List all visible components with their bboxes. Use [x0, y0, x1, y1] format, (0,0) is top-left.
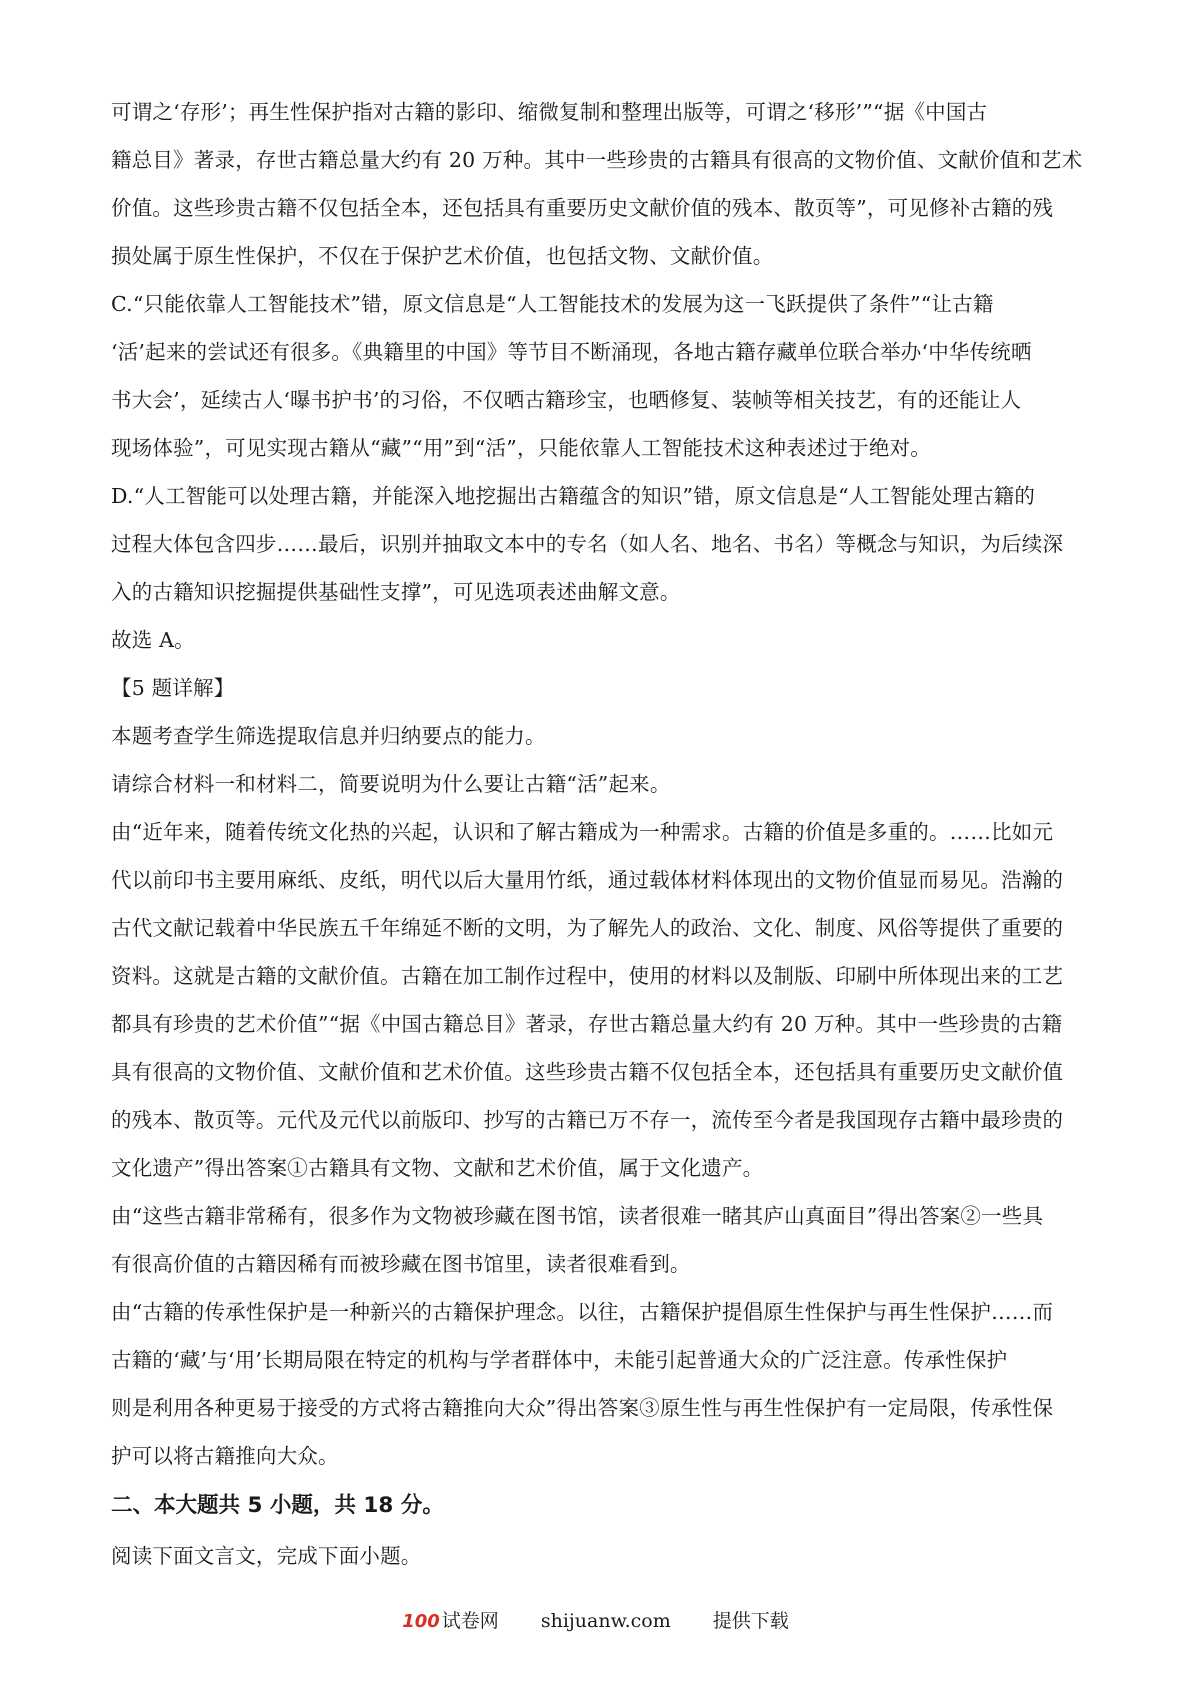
page-footer — [0, 1606, 1191, 1633]
question-text: 请综合材料一和材料二，简要说明为什么要让古籍“活”起来。 — [111, 772, 671, 796]
text-line: 则是利用各种更易于接受的方式将古籍推向大众”得出答案③原生性与再生性保护有一定局限，传承性保 — [111, 1396, 1054, 1420]
text-line: 有很高价值的古籍因稀有而被珍藏在图书馆里，读者很难看到。 — [111, 1252, 691, 1276]
footer-note: 提供下载 — [712, 1610, 789, 1632]
answer-line: 故选 A。 — [111, 628, 195, 652]
question-5-title: 【5 题详解】 — [111, 676, 235, 700]
site-logo-number: 100 — [402, 1611, 440, 1632]
text-line: 古代文献记载着中华民族五千年绵延不断的文明，为了解先人的政治、文化、制度、风俗等提供了重要的 — [111, 916, 1064, 940]
text-line: 本题考查学生筛选提取信息并归纳要点的能力。 — [111, 724, 546, 748]
option-d-line: D.“人工智能可以处理古籍，并能深入地挖掘出古籍蕴含的知识”错，原文信息是“人工智能处理古籍的 — [111, 484, 1036, 508]
document-body — [111, 88, 1083, 1580]
text-line: 籍总目》著录，存世古籍总量大约有 20 万种。其中一些珍贵的古籍具有很高的文物价值、文献价值和艺术 — [111, 148, 1083, 172]
site-logo-text: 试卷网 — [441, 1610, 499, 1632]
text-line: 过程大体包含四步……最后，识别并抽取文本中的专名（如人名、地名、书名）等概念与知识，为后续深 — [111, 532, 1064, 556]
text-line: 价值。这些珍贵古籍不仅包括全本，还包括具有重要历史文献价值的残本、散页等”，可见修补古籍的残 — [111, 196, 1054, 220]
text-line: 古籍的‘藏’与‘用’长期局限在特定的机构与学者群体中，未能引起普通大众的广泛注意。传承性保护 — [111, 1348, 1008, 1372]
text-line: 都具有珍贵的艺术价值”“据《中国古籍总目》著录，存世古籍总量大约有 20 万种。其中一些珍贵的古籍 — [111, 1012, 1063, 1036]
section-heading: 二、本大题共 5 小题，共 18 分。 — [111, 1493, 444, 1518]
text-line: 由“古籍的传承性保护是一种新兴的古籍保护理念。以往，古籍保护提倡原生性保护与再生性保护……而 — [111, 1300, 1054, 1324]
text-line: 具有很高的文物价值、文献价值和艺术价值。这些珍贵古籍不仅包括全本，还包括具有重要历史文献价值 — [111, 1060, 1064, 1084]
text-line: 书大会’，延续古人‘曝书护书’的习俗，不仅晒古籍珍宝，也晒修复、装帧等相关技艺，有的还能让人 — [111, 388, 1022, 412]
text-line: 可谓之‘存形’；再生性保护指对古籍的影印、缩微复制和整理出版等，可谓之‘移形’”“据《中国古 — [111, 100, 988, 124]
site-url-link[interactable]: shijuanw.com — [540, 1610, 671, 1632]
instruction-text: 阅读下面文言文，完成下面小题。 — [111, 1544, 422, 1568]
text-line: 损处属于原生性保护，不仅在于保护艺术价值，也包括文物、文献价值。 — [111, 244, 774, 268]
text-line: 文化遗产”得出答案①古籍具有文物、文献和艺术价值，属于文化遗产。 — [111, 1156, 764, 1180]
text-line: 由“近年来，随着传统文化热的兴起，认识和了解古籍成为一种需求。古籍的价值是多重的。……比如元 — [111, 820, 1054, 844]
text-line: 由“这些古籍非常稀有，很多作为文物被珍藏在图书馆，读者很难一睹其庐山真面目”得出答案②一些具 — [111, 1204, 1044, 1228]
text-line: 护可以将古籍推向大众。 — [111, 1444, 339, 1468]
text-line: 资料。这就是古籍的文献价值。古籍在加工制作过程中，使用的材料以及制版、印刷中所体现出来的工艺 — [111, 964, 1064, 988]
text-line: 的残本、散页等。元代及元代以前版印、抄写的古籍已万不存一，流传至今者是我国现存古籍中最珍贵的 — [111, 1108, 1064, 1132]
text-line: ‘活’起来的尝试还有很多。《典籍里的中国》等节目不断涌现，各地古籍存藏单位联合举办‘中华传统晒 — [111, 340, 1032, 364]
option-c-line: C.“只能依靠人工智能技术”错，原文信息是“人工智能技术的发展为这一飞跃提供了条件”“让古籍 — [111, 292, 994, 316]
text-line: 现场体验”，可见实现古籍从“藏”“用”到“活”，只能依靠人工智能技术这种表述过于绝对。 — [111, 436, 931, 460]
text-line: 代以前印书主要用麻纸、皮纸，明代以后大量用竹纸，通过载体材料体现出的文物价值显而易见。浩瀚的 — [111, 868, 1064, 892]
text-line: 入的古籍知识挖掘提供基础性支撑”，可见选项表述曲解文意。 — [111, 580, 681, 604]
